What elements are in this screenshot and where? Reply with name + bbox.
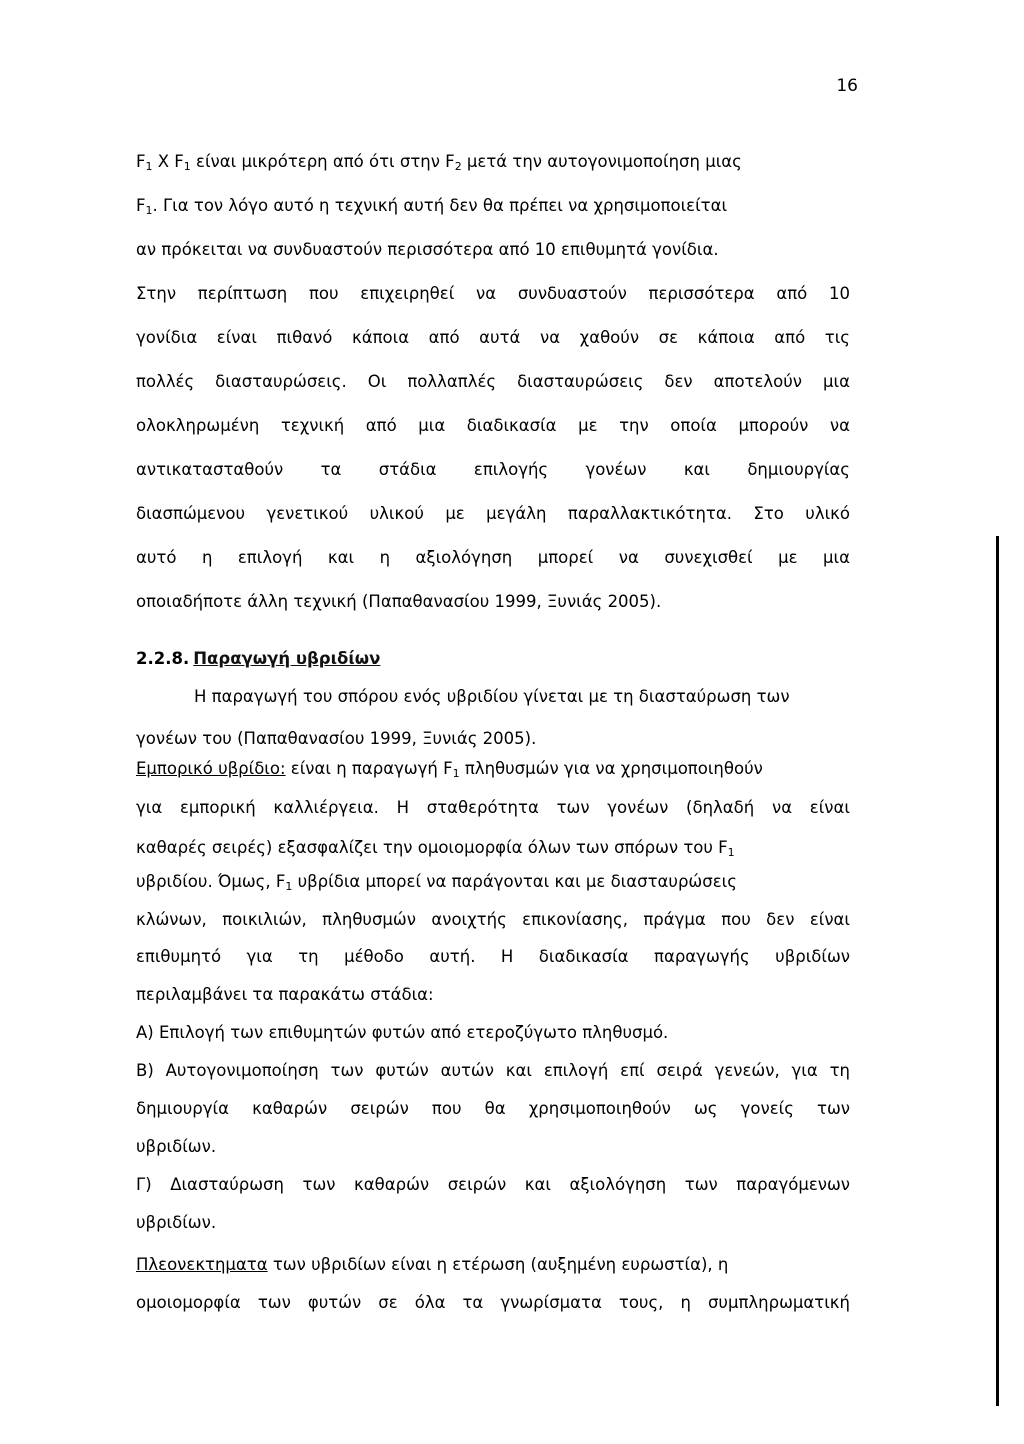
section-title: Παραγωγή υβριδίων: [193, 649, 381, 668]
section-number: 2.2.8.: [136, 649, 190, 668]
text-line: Στην περίπτωση που επιχειρηθεί να συνδυαστούν περισσότερα από 10: [136, 284, 850, 303]
list-item: Γ) Διασταύρωση των καθαρών σειρών και αξιολόγηση των παραγόμενων: [136, 1175, 850, 1194]
text-line: $F_1$. Για τον λόγο αυτό η τεχνική αυτή δεν θα πρέπει να χρησιμοποιείται: [136, 196, 728, 217]
text-line: γονέων του (Παπαθανασίου 1999, Ξυνιάς 2005).: [136, 729, 537, 748]
text-line: οποιαδήποτε άλλη τεχνική (Παπαθανασίου 1999, Ξυνιάς 2005).: [136, 592, 662, 611]
text-line: Εμπορικό υβρίδιο: είναι η παραγωγή $F_1$ πληθυσμών για να χρησιμοποιηθούν: [136, 759, 763, 780]
text-line: δημιουργία καθαρών σειρών που θα χρησιμοποιηθούν ως γονείς των: [136, 1099, 850, 1118]
text-line: υβριδίων.: [136, 1137, 217, 1156]
page-number: 16: [836, 76, 858, 96]
text-line: καθαρές σειρές) εξασφαλίζει την ομοιομορφία όλων των σπόρων του $F_1$: [136, 838, 735, 859]
text-line: υβριδίου. Όμως, $F_1$ υβρίδια μπορεί να παράγονται και με διασταυρώσεις: [136, 872, 737, 893]
text-line: γονίδια είναι πιθανό κάποια από αυτά να χαθούν σε κάποια από τις: [136, 328, 850, 347]
margin-bar: [996, 536, 999, 1406]
text-line: για εμπορική καλλιέργεια. Η σταθερότητα των γονέων (δηλαδή να είναι: [136, 798, 850, 817]
text-line: περιλαμβάνει τα παρακάτω στάδια:: [136, 985, 434, 1004]
text-line: ολοκληρωμένη τεχνική από μια διαδικασία με την οποία μπορούν να: [136, 416, 850, 435]
section-heading: [136, 647, 850, 671]
text-line: Πλεονεκτηματα των υβριδίων είναι η ετέρωση (αυξημένη ευρωστία), η: [136, 1255, 729, 1274]
text-line: ομοιομορφία των φυτών σε όλα τα γνωρίσματα τους, η συμπληρωματική: [136, 1293, 850, 1312]
text-line: επιθυμητό για τη μέθοδο αυτή. Η διαδικασία παραγωγής υβριδίων: [136, 947, 850, 966]
text-line: κλώνων, ποικιλιών, πληθυσμών ανοιχτής επικονίασης, πράγμα που δεν είναι: [136, 910, 850, 929]
text-line: υβριδίων.: [136, 1213, 217, 1232]
text-line: πολλές διασταυρώσεις. Οι πολλαπλές διασταυρώσεις δεν αποτελούν μια: [136, 372, 850, 391]
term-commercial-hybrid: Εμπορικό υβρίδιο:: [136, 759, 286, 778]
term-advantages: Πλεονεκτηματα: [136, 1255, 268, 1274]
list-item: Α) Επιλογή των επιθυμητών φυτών από ετεροζύγωτο πληθυσμό.: [136, 1023, 669, 1042]
text-line: Η παραγωγή του σπόρου ενός υβριδίου γίνεται με τη διασταύρωση των: [194, 687, 790, 706]
text-line: $F_1$ X $F_1$ είναι μικρότερη από ότι στην $F_2$ μετά την αυτογονιμοποίηση μιας: [136, 152, 742, 173]
list-item: Β) Αυτογονιμοποίηση των φυτών αυτών και επιλογή επί σειρά γενεών, για τη: [136, 1061, 850, 1080]
text-line: αν πρόκειται να συνδυαστούν περισσότερα από 10 επιθυμητά γονίδια.: [136, 240, 719, 259]
text-line: αυτό η επιλογή και η αξιολόγηση μπορεί να συνεχισθεί με μια: [136, 548, 850, 567]
text-line: αντικατασταθούν τα στάδια επιλογής γονέων και δημιουργίας: [136, 460, 850, 479]
text-line: διασπώμενου γενετικού υλικού με μεγάλη παραλλακτικότητα. Στο υλικό: [136, 504, 850, 523]
